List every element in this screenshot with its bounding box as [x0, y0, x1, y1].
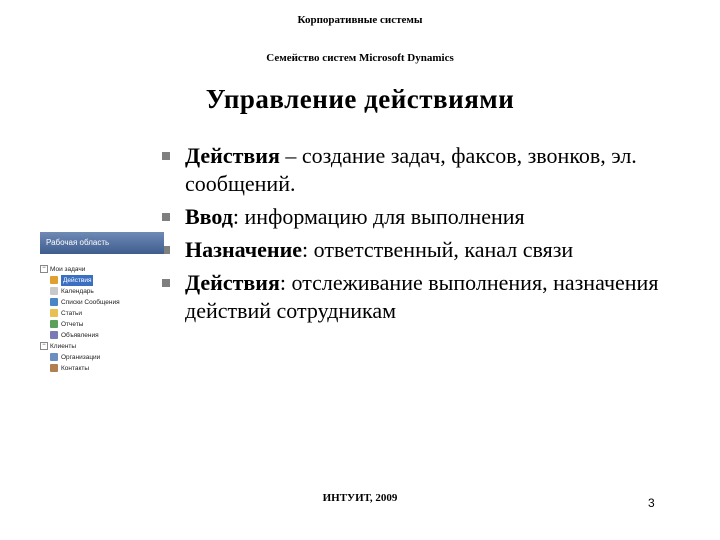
bullet-term: Действия: [185, 143, 280, 168]
tree-item-label: Списки Сообщения: [61, 299, 120, 306]
reports-icon: [50, 320, 58, 328]
bullet-marker-icon: [162, 213, 170, 221]
tree-group[interactable]: [40, 264, 165, 275]
tree-item[interactable]: [40, 330, 165, 341]
tree-item[interactable]: [40, 308, 165, 319]
tree-item[interactable]: [40, 275, 165, 286]
tree-item[interactable]: [40, 297, 165, 308]
workspace-tree: [40, 264, 165, 374]
bullet-item: [160, 203, 700, 231]
tree-item[interactable]: [40, 319, 165, 330]
tree-group[interactable]: [40, 341, 165, 352]
bullet-marker-icon: [162, 152, 170, 160]
page-number: 3: [648, 496, 655, 510]
activities-icon: [50, 276, 58, 284]
tree-item-label: Контакты: [61, 365, 90, 372]
articles-icon: [50, 309, 58, 317]
bullet-text: – создание задач, факсов, звонков, эл. сообщений.: [185, 143, 637, 196]
tree-item-label: Статьи: [61, 310, 83, 317]
workspace-screenshot: [40, 232, 165, 382]
bullet-text: : информацию для выполнения: [232, 204, 525, 229]
course-subheader: Семейство систем Microsoft Dynamics: [266, 52, 454, 64]
course-header: Корпоративные системы: [297, 14, 423, 26]
tree-group-label: Клиенты: [50, 343, 77, 350]
messages-icon: [50, 298, 58, 306]
bullet-term: Ввод: [185, 204, 233, 229]
bullet-list: [160, 142, 700, 330]
bullet-term: Назначение: [185, 237, 303, 262]
tree-item[interactable]: [40, 352, 165, 363]
tree-item[interactable]: [40, 363, 165, 374]
collapse-icon[interactable]: −: [40, 342, 48, 350]
announcements-icon: [50, 331, 58, 339]
bullet-term: Действия: [185, 270, 280, 295]
tree-item[interactable]: [40, 286, 165, 297]
footer-text: ИНТУИТ, 2009: [322, 492, 398, 504]
bullet-item: [160, 269, 700, 325]
calendar-icon: [50, 287, 58, 295]
tree-item-label: Календарь: [61, 288, 94, 295]
slide-title: Управление действиями: [205, 84, 515, 114]
tree-item-label: Отчеты: [61, 321, 84, 328]
bullet-text: : отслеживание выполнения, назначения действий сотрудникам: [185, 270, 659, 323]
collapse-icon[interactable]: −: [40, 265, 48, 273]
bullet-item: [160, 142, 700, 198]
workspace-header: Рабочая область: [40, 232, 164, 254]
organizations-icon: [50, 353, 58, 361]
tree-group-label: Мои задачи: [50, 266, 86, 273]
bullet-item: [160, 236, 700, 264]
tree-item-label: Организации: [61, 354, 101, 361]
tree-item-label: Действия: [63, 277, 92, 284]
bullet-text: : ответственный, канал связи: [302, 237, 574, 262]
contacts-icon: [50, 364, 58, 372]
tree-item-label: Объявления: [61, 332, 99, 339]
